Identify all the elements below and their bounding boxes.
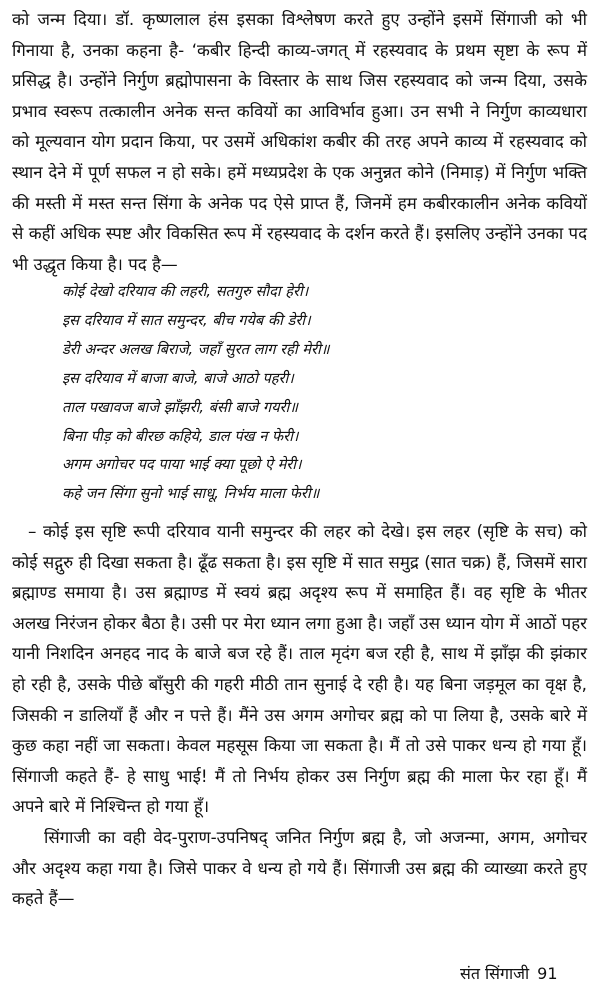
poem-line: कोई देखो दरियाव की लहरी, सतगुरु सौदा हेरी। (62, 283, 309, 300)
paragraph-intro: को जन्म दिया। डॉ. कृष्णलाल हंस इसका विश्लेषण करते हुए उन्होंने इसमें सिंगाजी को भी गिनाया है, उनका कहना है- ‘कबीर हिन्दी काव्य-जगत् में रहस्यवाद के प्रथम सृष्टा के रूप में प्रसिद्ध है। उन्होंने निर्गुण ब्रह्मोपासना के विस्तार के साथ जिस रहस्यवाद को जन्म दिया, उसके प्रभाव स्वरूप तत्कालीन अनेक सन्त कवियों का आविर्भाव हुआ। उन सभी ने निर्गुण काव्यधारा को मूल्यवान योग प्रदान किया, पर उसमें अधिकांश कबीर की तरह अपने काव्य में रहस्यवाद को स्थान देने में पूर्ण सफल न हो सके। हमें मध्यप्रदेश के एक अनुन्नत कोने (निमाड़) में निर्गुण भक्ति की मस्ती में मस्त सन्त सिंगा के अनेक पद ऐसे प्राप्त हैं, जिनमें हम कबीरकालीन अनेक कवियों से कहीं अधिक स्पष्ट और विकसित रूप में रहस्यवाद के दर्शन करते हैं। इसलिए उन्होंने उनका पद भी उद्धृत किया है। पद है— (12, 9, 587, 274)
paragraph-conclusion: सिंगाजी का वही वेद-पुराण-उपनिषद् जनित निर्गुण ब्रह्म है, जो अजन्मा, अगम, अगोचर और अदृश्य कहा गया है। जिसे पाकर वे धन्य हो गये हैं। सिंगाजी उस ब्रह्म की व्याख्या करते हुए कहते हैं— (12, 827, 587, 909)
poem-line: इस दरियाव में बाजा बाजे, बाजे आठो पहरी। (62, 369, 294, 387)
page-footer (460, 962, 558, 984)
poem-line: ताल पखावज बाजे झाँझरी, बंसी बाजे गयरी॥ (62, 398, 299, 416)
paragraph-explanation: – कोई इस सृष्टि रूपी दरियाव यानी समुन्दर की लहर को देखे। इस लहर (सृष्टि के सच) को कोई सद्गुरु ही दिखा सकता है। ढूँढ सकता है। इस सृष्टि में सात समुद्र (सात चक्र) हैं, जिसमें सारा ब्रह्माण्ड समाया है। उस ब्रह्माण्ड में स्वयं ब्रह्म अदृश्य रूप में समाहित हैं। वह सृष्टि के भीतर अलख निरंजन होकर बैठा है। उसी पर मेरा ध्यान लगा हुआ है। जहाँ उस ध्यान योग में आठों पहर यानी निशदिन अनहद नाद के बाजे बज रहे हैं। ताल मृदंग बज रही है, साथ में झाँझ की झंकार हो रही है, उसके पीछे बाँसुरी की गहरी मीठी तान सुनाई दे रही है। यह बिना जड़मूल का वृक्ष है, जिसकी न डालियाँ हैं और न पत्ते हैं। मैंने उस अगम अगोचर ब्रह्म को पा लिया है, उसके बारे में कुछ कहा नहीं जा सकता। केवल महसूस किया जा सकता है। मैं तो उसे पाकर धन्य हो गया हूँ। सिंगाजी कहते हैं- हे साधु भाई! मैं तो निर्भय होकर उस निर्गुण ब्रह्म की माला फेर रहा हूँ। मैं अपने बारे में निश्चिन्त हो गया हूँ। (12, 521, 587, 817)
poem-block (62, 278, 582, 509)
poem-line: अगम अगोचर पद पाया भाई क्या पूछो ऐ मेरी। (62, 456, 302, 474)
poem-line: कहे जन सिंगा सुनो भाई साधू, निर्भय माला फेरी॥ (62, 485, 320, 503)
running-title: संत सिंगाजी (460, 964, 530, 983)
poem-line: इस दरियाव में सात समुन्दर, बीच गयेब की डेरी। (62, 311, 311, 329)
poem-line: डेरी अन्दर अलख बिराजे, जहाँ सुरत लाग रही मेरी॥ (62, 340, 330, 358)
page-number: 91 (537, 964, 558, 983)
poem-line: बिना पीड़ को बीरछ कहिये, डाल पंख न फेरी। (62, 427, 299, 445)
